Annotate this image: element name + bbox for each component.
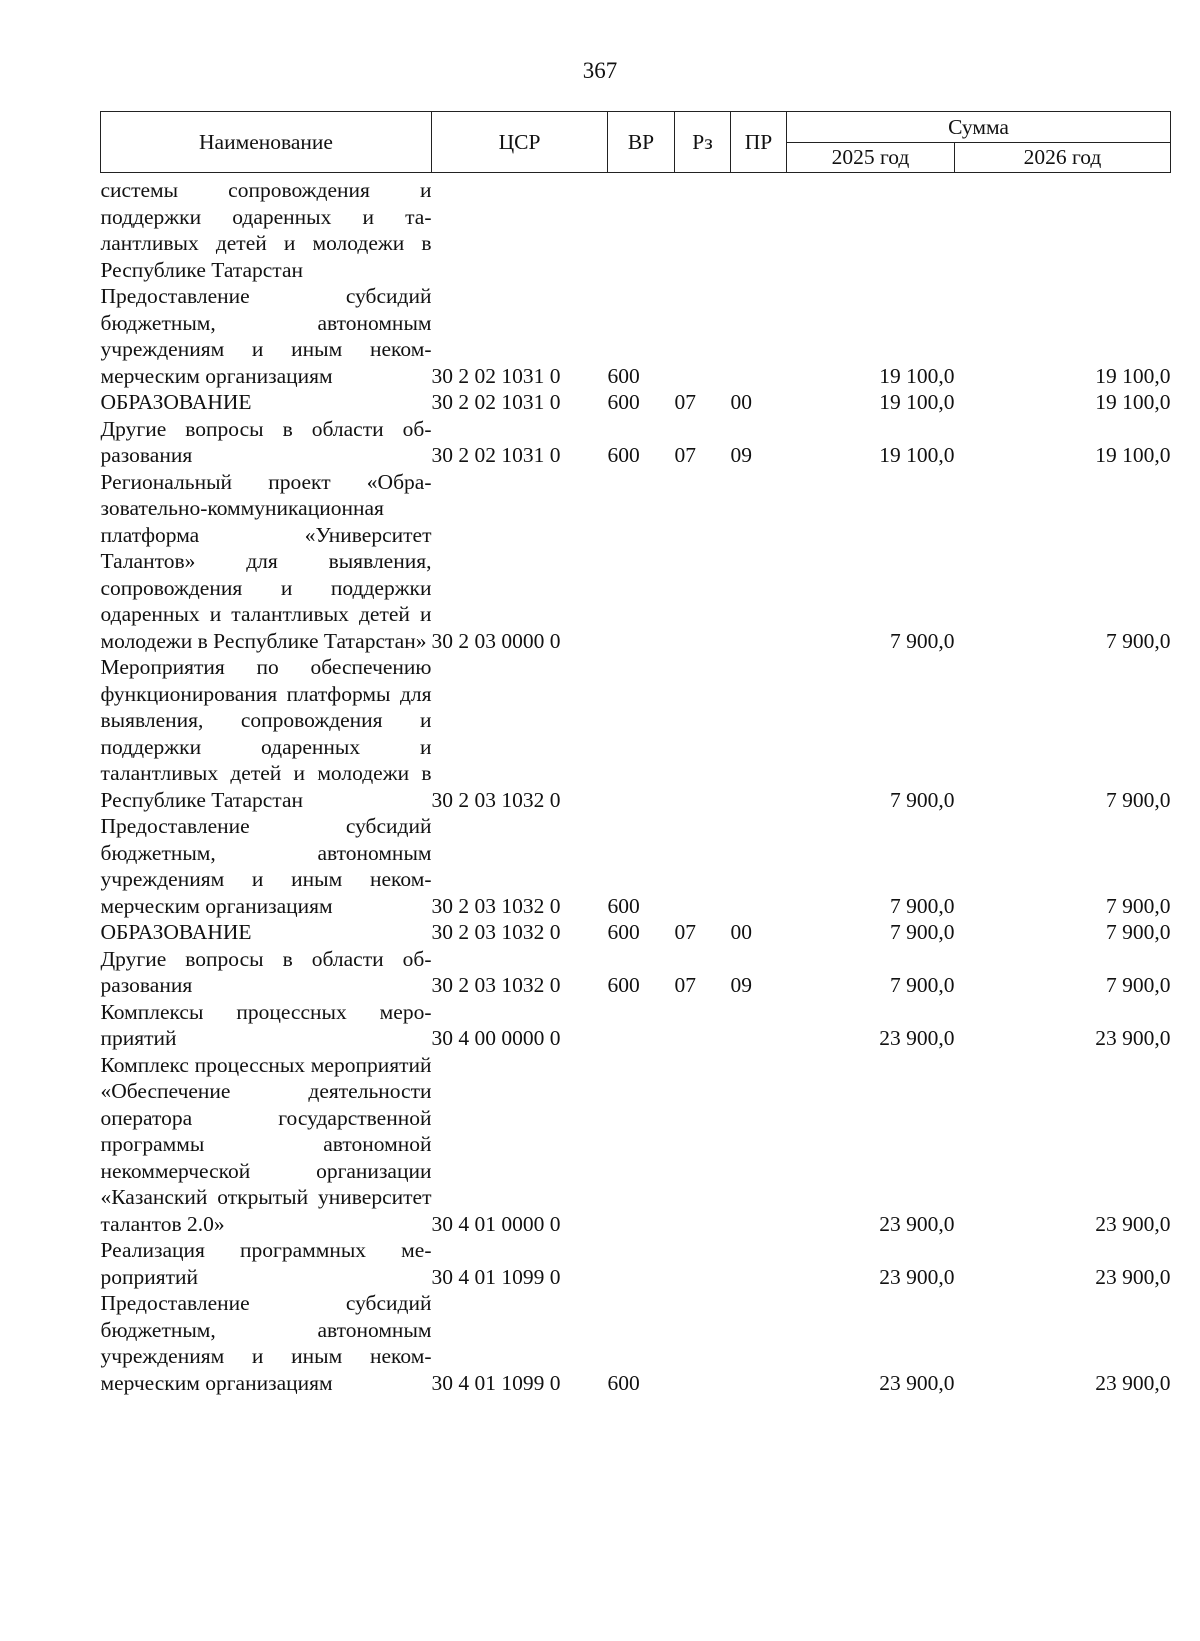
row-vr: 600 [607,973,640,997]
row-name: Комплексы процессных мероприятий [100,999,432,1050]
row-pr [731,1052,787,1238]
budget-table [100,111,1171,1396]
row-pr [731,654,787,813]
row-vr [608,654,675,813]
row-vr: 600 [607,363,640,388]
table-row [101,173,1171,284]
row-sum-2026: 23 900,0 [1095,1211,1171,1236]
table-row [101,416,1171,469]
table-row [101,1290,1171,1396]
row-csr: 30 2 03 1032 0 [431,893,561,918]
row-rz [675,1052,731,1238]
row-sum-2025: 19 100,0 [879,443,955,467]
row-sum-2025: 7 900,0 [890,628,955,653]
row-sum-2026: 19 100,0 [1095,363,1171,388]
row-csr: 30 2 02 1031 0 [431,390,561,414]
header-csr: ЦСР [432,112,608,173]
row-pr: 00 [730,920,752,944]
row-name: Предоставление субсидий бюджетным, автономным учреждениям и иным некоммерческим организациям [100,814,432,918]
table-row [101,1052,1171,1238]
row-sum-2026: 7 900,0 [1106,973,1171,997]
row-csr: 30 2 03 1032 0 [431,973,561,997]
row-csr: 30 2 02 1031 0 [431,363,561,388]
row-sum-2025: 19 100,0 [879,363,955,388]
row-sum-2025: 23 900,0 [879,1264,955,1289]
row-sum-2026: 7 900,0 [1106,787,1171,812]
row-sum-2026 [955,173,1171,284]
row-rz: 07 [674,920,696,944]
header-year-2025: 2025 год [787,142,955,173]
row-vr [608,1052,675,1238]
table-row [101,1237,1171,1290]
row-rz: 07 [674,390,696,414]
row-sum-2026: 7 900,0 [1106,920,1171,944]
row-name: Предоставление субсидий бюджетным, автономным учреждениям и иным некоммерческим организациям [100,1291,432,1395]
header-sum: Сумма [787,112,1171,143]
row-rz: 07 [674,973,696,997]
row-rz [675,469,731,655]
row-pr [731,813,787,919]
row-sum-2025: 7 900,0 [890,787,955,812]
row-sum-2025: 7 900,0 [890,893,955,918]
row-csr: 30 2 03 1032 0 [431,787,561,812]
row-sum-2026: 7 900,0 [1106,893,1171,918]
row-vr: 600 [607,390,640,414]
row-pr [731,1237,787,1290]
row-sum-2025: 19 100,0 [879,390,955,414]
table-row [101,946,1171,999]
table-row [101,999,1171,1052]
row-name: ОБРАЗОВАНИЕ [100,920,252,944]
header-vr: ВР [608,112,675,173]
table-row [101,283,1171,389]
row-pr [731,1290,787,1396]
row-sum-2026: 23 900,0 [1095,1370,1171,1395]
row-pr [731,283,787,389]
row-rz [675,813,731,919]
row-pr: 00 [730,390,752,414]
header-rz: Рз [675,112,731,173]
table-row [101,813,1171,919]
row-csr: 30 4 01 1099 0 [431,1370,561,1395]
row-vr: 600 [607,920,640,944]
row-vr [608,999,675,1052]
row-name: Другие вопросы в области образования [100,416,432,467]
row-csr [432,173,608,284]
row-csr: 30 4 01 1099 0 [431,1264,561,1289]
table-header [101,112,1171,173]
row-name: ОБРАЗОВАНИЕ [100,390,252,414]
row-vr: 600 [607,893,640,918]
row-csr: 30 4 00 0000 0 [431,1026,561,1050]
row-csr: 30 2 03 0000 0 [431,628,561,653]
row-rz [675,1290,731,1396]
row-sum-2025: 7 900,0 [890,920,955,944]
row-csr: 30 2 03 1032 0 [431,920,561,944]
table-row [101,654,1171,813]
page-number: 367 [582,58,618,83]
row-rz: 07 [674,443,696,467]
row-sum-2026: 23 900,0 [1095,1026,1171,1050]
row-csr: 30 2 02 1031 0 [431,443,561,467]
row-pr: 09 [730,973,752,997]
row-pr [731,173,787,284]
row-vr [608,173,675,284]
row-sum-2026: 7 900,0 [1106,628,1171,653]
row-rz [675,283,731,389]
row-sum-2025: 23 900,0 [879,1026,955,1050]
table-row [101,919,1171,946]
row-rz [675,1237,731,1290]
row-vr: 600 [607,1370,640,1395]
table-row [101,389,1171,416]
row-pr [731,469,787,655]
row-name: Мероприятия по обеспечению функционирования платформы для выявления, сопровождения и поддержки одаренных и талантливых детей и молодежи в Республике Татарстан [100,655,432,812]
row-name: системы сопровождения и поддержки одаренных и талантливых детей и молодежи в Республике Татарстан [100,178,432,282]
row-name: Комплекс процессных мероприятий «Обеспечение деятельности оператора государственной программы автономной некоммерческой организации «Казанский открытый университет талантов 2.0» [100,1052,432,1236]
row-sum-2026: 19 100,0 [1095,443,1171,467]
row-sum-2025: 23 900,0 [879,1211,955,1236]
row-rz [675,654,731,813]
row-pr [731,999,787,1052]
row-rz [675,173,731,284]
row-csr: 30 4 01 0000 0 [431,1211,561,1236]
row-name: Реализация программных мероприятий [100,1238,432,1289]
row-vr: 600 [607,443,640,467]
row-vr [608,469,675,655]
row-sum-2025: 23 900,0 [879,1370,955,1395]
row-name: Региональный проект «Образовательно-коммуникационная платформа «Университет Талантов» для выявления, сопровождения и поддержки одаренных и талантливых детей и молодежи в Республике Татарстан» [100,469,432,653]
row-vr [608,1237,675,1290]
table-body [101,173,1171,1397]
row-sum-2025: 7 900,0 [890,973,955,997]
row-name: Предоставление субсидий бюджетным, автономным учреждениям и иным некоммерческим организациям [100,284,432,388]
row-name: Другие вопросы в области образования [100,946,432,997]
row-sum-2026: 19 100,0 [1095,390,1171,414]
header-name: Наименование [101,112,432,173]
table-row [101,469,1171,655]
header-pr: ПР [731,112,787,173]
row-pr: 09 [730,443,752,467]
row-rz [675,999,731,1052]
header-year-2026: 2026 год [955,142,1171,173]
row-sum-2026: 23 900,0 [1095,1264,1171,1289]
row-sum-2025 [787,173,955,284]
